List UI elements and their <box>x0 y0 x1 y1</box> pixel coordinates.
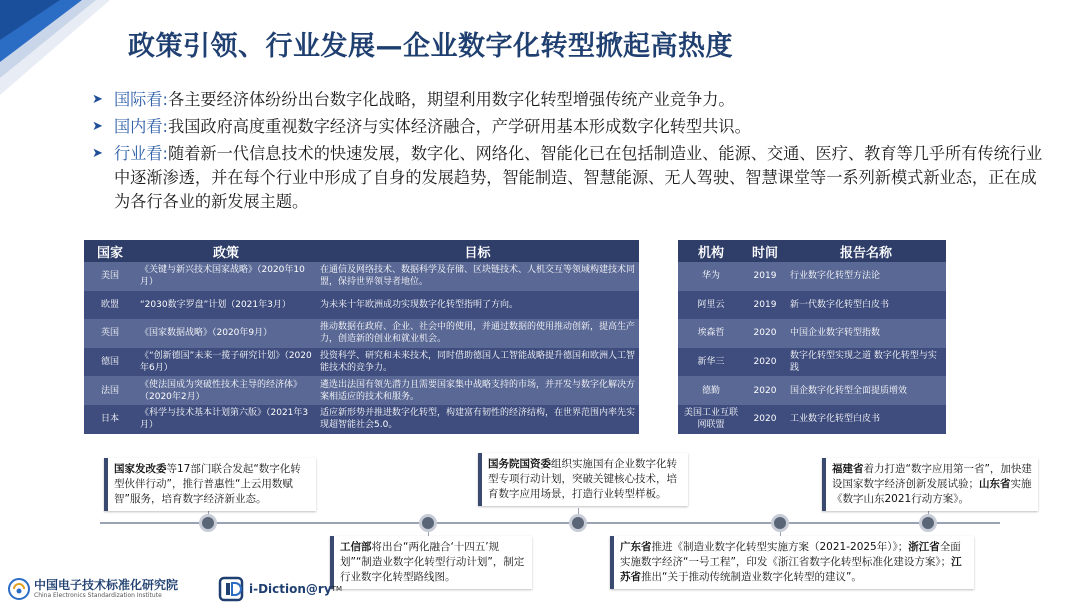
cesi-logo-icon <box>8 578 30 600</box>
note-text: 实施《数字山东2021行动方案》。 <box>832 478 1032 505</box>
cell-goal: 在通信及网络技术、数据科学及存储、区块链技术、人机交互等领域构建技术同盟，保持世界领导者地位。 <box>316 262 639 291</box>
cell-country: 美国 <box>84 262 136 291</box>
bullet-text: 随着新一代信息技术的快速发展，数字化、网络化、智能化已在包括制造业、能源、交通、医疗、教育等几乎所有传统行业中逐渐渗透，并在每个行业中形成了自身的发展趋势，智能制造、智慧能源、无人驾驶、智慧课堂等一系列新模式新业态，正在成为各行各业的新发展主题。 <box>114 144 1043 211</box>
timeline-line <box>100 522 1000 524</box>
note-text: 推出“关于推动传统制造业数字化转型的建议”。 <box>641 571 862 583</box>
note-text: 将出台“两化融合‘十四五’规划”“制造业数字化转型行动计划”，制定行业数字化转型路线图。 <box>340 541 525 583</box>
table-row <box>678 405 946 434</box>
arrow-icon: ➤ <box>92 146 103 161</box>
cell-report: 数字化转型实现之道 数字化转型与实践 <box>786 348 946 377</box>
cell-year: 2020 <box>744 405 786 434</box>
note-bold: 江苏省 <box>620 556 962 583</box>
cell-goal: 投资科学、研究和未来技术，同时借助德国人工智能战略提升德国和欧洲人工智能技术的竞争力。 <box>316 348 639 377</box>
cell-goal: 适应新形势并推进数字化转型，构建富有韧性的经济结构，在世界范围内率先实现超智能社会5.0。 <box>316 405 639 434</box>
brand-name: i-Diction@ry <box>249 582 332 596</box>
trademark: TM <box>331 585 342 593</box>
note-bold: 广东省 <box>620 541 652 553</box>
cell-org: 德勤 <box>678 376 744 405</box>
cell-goal: 遴选出法国有领先潜力且需要国家集中战略支持的市场，并开发与数字化解决方案相适应的技术和服务。 <box>316 376 639 405</box>
cell-year: 2019 <box>744 262 786 291</box>
table-row <box>84 405 639 434</box>
table-row <box>678 262 946 291</box>
note-bold: 国家发改委 <box>114 463 167 475</box>
cell-goal: 为未来十年欧洲成功实现数字化转型指明了方向。 <box>316 291 639 320</box>
cell-country: 英国 <box>84 319 136 348</box>
bullet-industry <box>92 142 1052 214</box>
cell-year: 2019 <box>744 291 786 320</box>
cell-year: 2020 <box>744 376 786 405</box>
cell-org: 埃森哲 <box>678 319 744 348</box>
table-row <box>84 262 639 291</box>
table-row <box>678 319 946 348</box>
cell-policy: 《使法国成为突破性技术主导的经济体》（2020年2月） <box>136 376 316 405</box>
note-text: 全面实施数字经济“一号工程”，印发《浙江省数字化转型标准化建设方案》； <box>620 541 961 568</box>
page-title: 政策引领、行业发展—企业数字化转型掀起高热度 <box>128 31 733 62</box>
note-text: 着力打造“数字应用第一省”，加快建设国家数字经济创新发展试验； <box>832 463 1032 490</box>
table-row <box>678 291 946 320</box>
cell-year: 2020 <box>744 319 786 348</box>
bullet-label: 国际看: <box>114 90 169 109</box>
note-bold: 国务院国资委 <box>488 458 551 470</box>
table-row <box>84 376 639 405</box>
note-bold: 工信部 <box>340 541 372 553</box>
cell-country: 德国 <box>84 348 136 377</box>
timeline-note <box>478 453 688 506</box>
timeline-note <box>610 536 974 589</box>
cell-country: 法国 <box>84 376 136 405</box>
org-name-cn: 中国电子技术标准化研究院 <box>34 577 179 592</box>
header-country: 国家 <box>84 240 136 262</box>
header-goal: 目标 <box>316 240 639 262</box>
bullet-domestic <box>92 115 1052 139</box>
timeline-note <box>330 536 532 589</box>
cell-country: 日本 <box>84 405 136 434</box>
cell-org: 美国工业互联网联盟 <box>678 405 744 434</box>
bullet-list <box>92 88 1052 217</box>
cell-year: 2020 <box>744 348 786 377</box>
cell-policy: “2030数字罗盘”计划（2021年3月） <box>136 291 316 320</box>
note-text: 推进《制造业数字化转型实施方案（2021-2025年）》； <box>651 541 909 553</box>
bullet-text: 各主要经济体纷纷出台数字化战略，期望利用数字化转型增强传统产业竞争力。 <box>168 90 735 109</box>
note-bold: 浙江省 <box>908 541 940 553</box>
note-bold: 福建省 <box>832 463 864 475</box>
idictionary-logo-icon <box>218 576 246 602</box>
table-row <box>84 348 639 377</box>
cell-report: 新一代数字化转型白皮书 <box>786 291 946 320</box>
timeline-dot <box>771 514 789 532</box>
timeline-note <box>822 458 1038 511</box>
cell-report: 工业数字化转型白皮书 <box>786 405 946 434</box>
table-row <box>678 376 946 405</box>
header-org: 机构 <box>678 240 744 262</box>
table-row <box>678 348 946 377</box>
table-row <box>84 291 639 320</box>
bullet-label: 国内看: <box>114 117 169 136</box>
timeline-dot <box>569 514 587 532</box>
note-text: 等17部门联合发起“数字化转型伙伴行动”，推行普惠性“上云用数赋智”服务，培育数字经济新业态。 <box>114 463 301 505</box>
cell-policy: 《关键与新兴技术国家战略》（2020年10月） <box>136 262 316 291</box>
policy-table <box>84 240 639 434</box>
cell-report: 中国企业数字转型指数 <box>786 319 946 348</box>
arrow-icon: ➤ <box>92 119 103 134</box>
cell-report: 国企数字化转型全面提质增效 <box>786 376 946 405</box>
cell-policy: 《科学与技术基本计划第六版》（2021年3月） <box>136 405 316 434</box>
header-policy: 政策 <box>136 240 316 262</box>
bullet-label: 行业看: <box>114 144 169 163</box>
timeline-dot <box>419 514 437 532</box>
cell-policy: 《国家数据战略》（2020年9月） <box>136 319 316 348</box>
note-bold: 山东省 <box>979 478 1011 490</box>
timeline-dot <box>919 514 937 532</box>
report-table <box>678 240 946 434</box>
note-text: 组织实施国有企业数字化转型专项行动计划，突破关键核心技术，培育数字应用场景，打造行业转型样板。 <box>488 458 677 500</box>
cell-org: 华为 <box>678 262 744 291</box>
footer-brand <box>218 576 342 602</box>
cell-report: 行业数字化转型方法论 <box>786 262 946 291</box>
cell-country: 欧盟 <box>84 291 136 320</box>
cell-org: 新华三 <box>678 348 744 377</box>
arrow-icon: ➤ <box>92 92 103 107</box>
timeline-dot <box>199 514 217 532</box>
cell-policy: 《“创新德国”未来一揽子研究计划》（2020年6月） <box>136 348 316 377</box>
timeline-note <box>104 458 316 511</box>
bullet-international <box>92 88 1052 112</box>
org-name-en: China Electronics Standardization Institute <box>34 591 162 599</box>
corner-decoration <box>0 0 110 100</box>
footer-org <box>8 578 178 600</box>
bullet-text: 我国政府高度重视数字经济与实体经济融合，产学研用基本形成数字化转型共识。 <box>168 117 751 136</box>
header-year: 时间 <box>744 240 786 262</box>
header-report: 报告名称 <box>786 240 946 262</box>
cell-goal: 推动数据在政府、企业、社会中的使用，并通过数据的使用推动创新，提高生产力，创造新的创业和就业机会。 <box>316 319 639 348</box>
cell-org: 阿里云 <box>678 291 744 320</box>
table-row <box>84 319 639 348</box>
